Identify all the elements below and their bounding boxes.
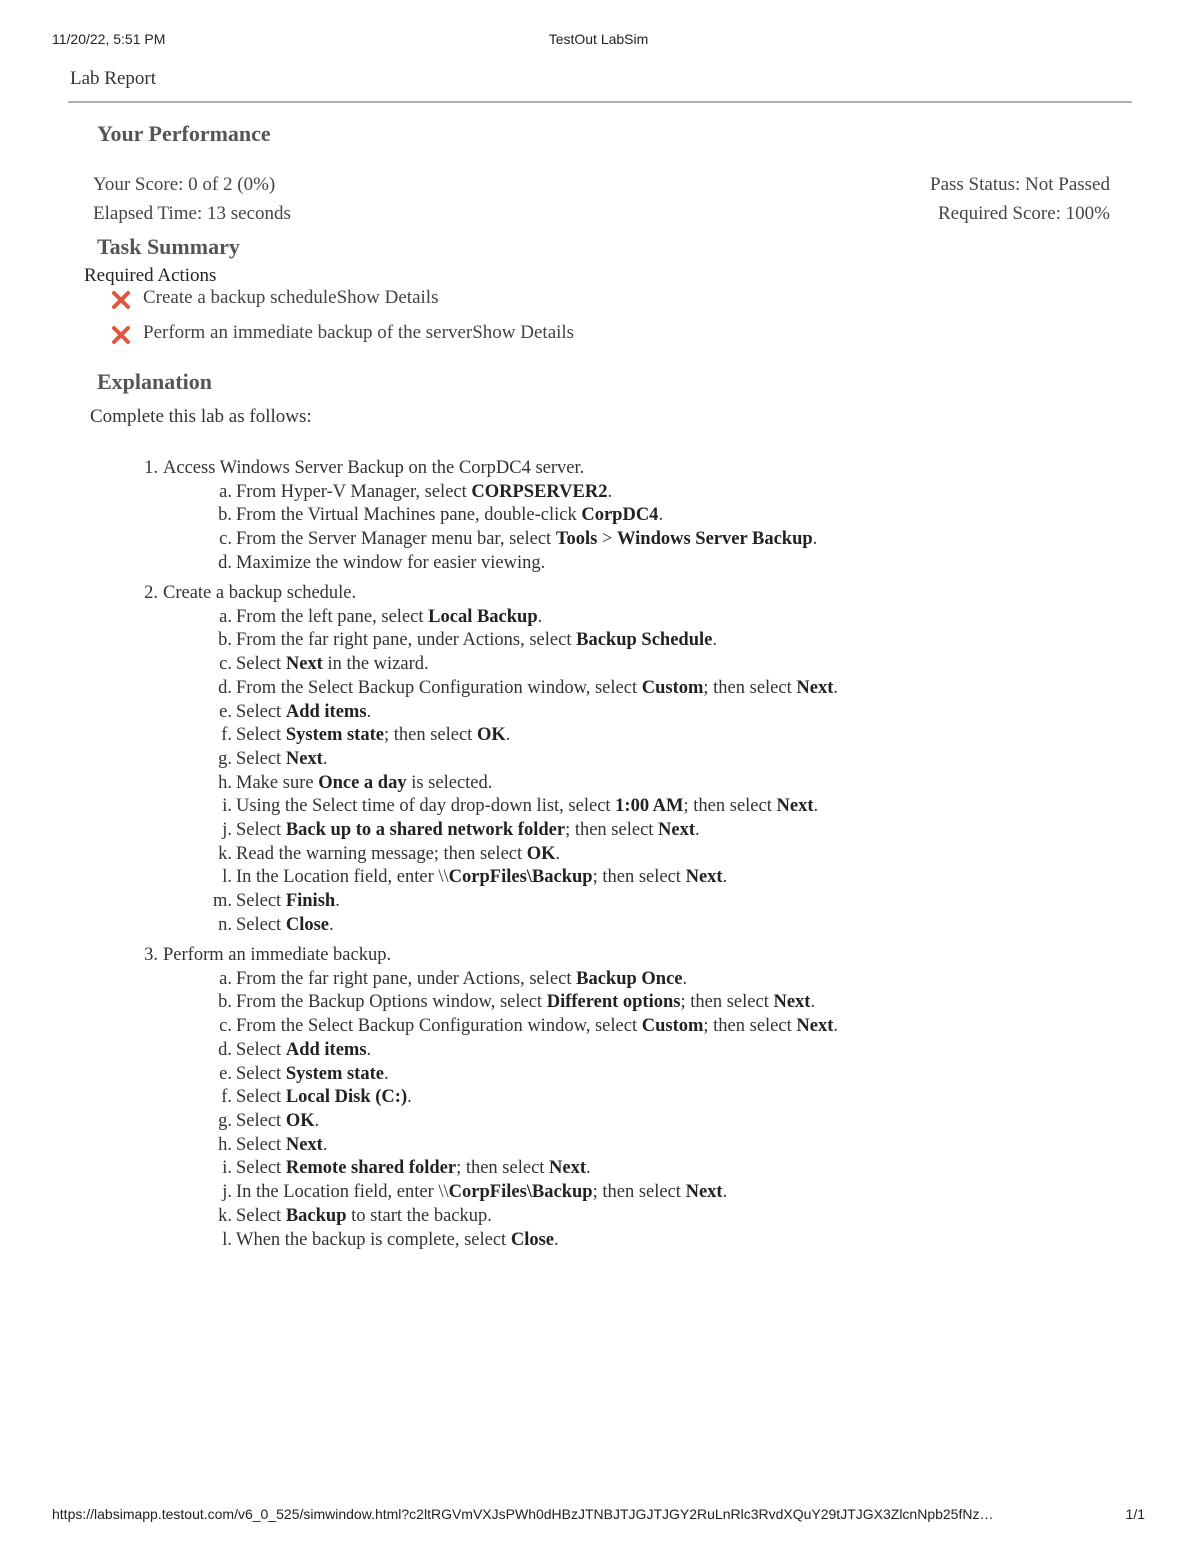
required-score-text: Required Score: 100%: [937, 203, 1110, 224]
ui-term: Add items: [285, 701, 367, 722]
substep-text: ; then select: [592, 867, 686, 888]
required-actions-label: Required Actions: [84, 265, 217, 286]
substep-text: From the Select Backup Configuration window, select: [236, 1016, 642, 1037]
substep-item: [0, 890, 1200, 914]
step-number: 2.: [144, 583, 158, 604]
page-number: 1/1: [1125, 1506, 1145, 1522]
score-text: Your Score: 0 of 2 (0%): [93, 174, 276, 195]
substep-item: [0, 552, 1200, 576]
substep-text: .: [722, 1182, 728, 1203]
step-item: [0, 944, 1200, 1252]
substep-letter: g.: [218, 1110, 232, 1131]
substep-text: Select: [236, 1063, 286, 1084]
substep-item: [0, 606, 1200, 630]
substep-text: .: [383, 1063, 389, 1084]
elapsed-time-text: Elapsed Time: 13 seconds: [93, 203, 291, 224]
ui-term: Next: [685, 1182, 723, 1203]
substep-letter: f.: [221, 725, 232, 746]
substep-item: [0, 528, 1200, 552]
fail-x-icon: [110, 324, 132, 346]
substep-text: Select: [236, 1158, 286, 1179]
substep-item: [0, 819, 1200, 843]
substep-text: .: [537, 606, 543, 627]
step-number: 3.: [144, 945, 158, 966]
substep-text: Select: [236, 820, 286, 841]
substep-text: From the left pane, select: [236, 606, 429, 627]
substep-letter: c.: [219, 1016, 232, 1037]
ui-term: CorpFiles\Backup: [448, 1182, 593, 1203]
substep-letter: l.: [222, 1229, 232, 1250]
substep-text: In the Location field, enter \\: [236, 1182, 449, 1203]
substep-text: .: [586, 1158, 591, 1179]
substep-text: .: [833, 677, 838, 698]
substep-text: Select: [236, 1087, 286, 1108]
ui-term: Next: [773, 992, 811, 1013]
substep-text: ; then select: [592, 1182, 686, 1203]
substep-item: [0, 481, 1200, 505]
substep-text: .: [322, 748, 328, 769]
ui-term: Next: [658, 820, 696, 841]
ui-term: Next: [285, 1134, 323, 1155]
substep-item: [0, 504, 1200, 528]
substep-item: [0, 1205, 1200, 1229]
ui-term: Backup Schedule: [576, 630, 713, 651]
fail-x-icon: [110, 289, 132, 311]
substep-letter: i.: [222, 796, 232, 817]
substep-item: [0, 1039, 1200, 1063]
pass-status-text: Pass Status: Not Passed: [930, 174, 1110, 195]
substep-text: .: [813, 796, 819, 817]
substep-letter: d.: [218, 677, 232, 698]
substep-text: ; then select: [383, 725, 477, 746]
substep-letter: k.: [218, 843, 232, 864]
explanation-heading: Explanation: [97, 369, 212, 394]
print-title: TestOut LabSim: [548, 31, 649, 47]
substep-text: Select: [236, 654, 286, 675]
task-label: Create a backup schedule: [143, 287, 337, 308]
ui-term: Back up to a shared network folder: [285, 820, 566, 841]
substep-item: [0, 701, 1200, 725]
ui-term: Different options: [546, 992, 681, 1013]
page-url: https://labsimapp.testout.com/v6_0_525/simwindow.html?c2ltRGVmVXJsPWh0dHBzJTNBJTJGJTJGY2RuLnRlc3RvdXQuY29tJTJGX3ZlcnNpb25fNz…: [52, 1506, 994, 1522]
substep-text: ; then select: [456, 1158, 550, 1179]
substep-list: [163, 481, 1200, 576]
substep-item: [0, 968, 1200, 992]
substep-item: [0, 1157, 1200, 1181]
substep-text: Select: [236, 725, 286, 746]
substep-text: .: [833, 1016, 838, 1037]
substep-item: [0, 1110, 1200, 1134]
substep-text: >: [597, 529, 617, 550]
substep-item: [0, 914, 1200, 938]
substep-letter: b.: [218, 992, 232, 1013]
substep-text: From the far right pane, under Actions, select: [236, 968, 577, 989]
ui-term: Local Backup: [428, 606, 538, 627]
substep-list: [163, 606, 1200, 938]
ui-term: Backup: [285, 1205, 347, 1226]
substep-letter: h.: [218, 1134, 232, 1155]
substep-text: .: [607, 481, 613, 502]
substep-item: [0, 866, 1200, 890]
ui-term: Next: [285, 748, 323, 769]
task-text: [143, 322, 574, 344]
ui-term: Close: [510, 1229, 554, 1250]
substep-text: .: [329, 914, 334, 935]
task-label: Perform an immediate backup of the server: [143, 322, 473, 343]
substep-text: Select: [236, 1039, 286, 1060]
substep-text: .: [366, 1039, 372, 1060]
substep-text: From the Server Manager menu bar, select: [236, 529, 556, 550]
substep-text: When the backup is complete, select: [236, 1229, 511, 1250]
substep-letter: j.: [222, 820, 232, 841]
substep-text: Select: [236, 748, 286, 769]
ui-term: Custom: [641, 1016, 704, 1037]
substep-letter: a.: [219, 606, 232, 627]
substep-text: .: [335, 891, 340, 912]
ui-term: OK: [526, 843, 556, 864]
substep-letter: a.: [219, 968, 232, 989]
substep-text: .: [322, 1134, 328, 1155]
ui-term: System state: [285, 725, 384, 746]
ui-term: Local Disk (C:): [285, 1087, 408, 1108]
substep-text: From Hyper-V Manager, select: [236, 481, 472, 502]
substep-text: From the Backup Options window, select: [236, 992, 547, 1013]
show-details-link[interactable]: Show Details: [472, 322, 575, 343]
substep-item: [0, 677, 1200, 701]
step-number: 1.: [144, 458, 158, 478]
substep-item: [0, 1086, 1200, 1110]
substep-text: is selected.: [406, 772, 493, 793]
substep-text: .: [712, 630, 717, 651]
substep-item: [0, 1134, 1200, 1158]
substep-text: ; then select: [703, 677, 797, 698]
report-title: Lab Report: [70, 68, 157, 89]
substep-text: In the Location field, enter \\: [236, 867, 449, 888]
substep-text: Select: [236, 1205, 286, 1226]
substep-item: [0, 772, 1200, 796]
substep-text: .: [407, 1087, 412, 1108]
substep-list: [163, 968, 1200, 1252]
substep-text: Select: [236, 1134, 286, 1155]
substep-letter: c.: [219, 654, 232, 675]
substep-text: .: [682, 968, 688, 989]
substep-letter: b.: [218, 505, 232, 526]
print-date: 11/20/22, 5:51 PM: [52, 31, 166, 47]
substep-letter: d.: [218, 552, 232, 573]
substep-text: .: [555, 843, 561, 864]
ui-term: Next: [549, 1158, 587, 1179]
print-header: [52, 31, 1145, 51]
ui-term: Remote shared folder: [285, 1158, 457, 1179]
substep-text: ; then select: [683, 796, 777, 817]
substep-letter: c.: [219, 529, 232, 550]
substep-text: .: [722, 867, 728, 888]
substep-letter: h.: [218, 772, 232, 793]
ui-term: Custom: [641, 677, 704, 698]
substep-text: .: [810, 992, 816, 1013]
substep-text: .: [812, 529, 818, 550]
substep-text: Select: [236, 1110, 286, 1131]
substep-letter: i.: [222, 1158, 232, 1179]
ui-term: Next: [776, 796, 814, 817]
instruction-steps: [0, 457, 1200, 1259]
ui-term: Next: [685, 867, 723, 888]
substep-item: [0, 629, 1200, 653]
explanation-intro: Complete this lab as follows:: [90, 406, 312, 427]
substep-text: Select: [236, 701, 286, 722]
substep-text: .: [554, 1229, 559, 1250]
substep-item: [0, 1015, 1200, 1039]
substep-letter: e.: [219, 701, 232, 722]
substep-item: [0, 1229, 1200, 1253]
task-text: [143, 287, 438, 309]
substep-letter: l.: [222, 867, 232, 888]
ui-term: Tools: [555, 529, 598, 550]
substep-text: .: [695, 820, 700, 841]
ui-term: Once a day: [318, 772, 407, 793]
substep-text: to start the backup.: [346, 1205, 492, 1226]
task-summary-heading: Task Summary: [97, 234, 240, 259]
substep-letter: m.: [212, 891, 232, 912]
ui-term: Next: [285, 654, 323, 675]
ui-term: CorpFiles\Backup: [448, 867, 593, 888]
ui-term: Backup Once: [576, 968, 683, 989]
substep-text: .: [505, 725, 511, 746]
substep-text: Maximize the window for easier viewing.: [236, 552, 546, 573]
step-item: [0, 457, 1200, 576]
step-item: [0, 582, 1200, 938]
ui-term: Close: [285, 914, 329, 935]
header-divider: [68, 101, 1132, 103]
substep-item: [0, 1181, 1200, 1205]
substep-text: ; then select: [565, 820, 659, 841]
substep-letter: g.: [218, 748, 232, 769]
ui-term: Finish: [285, 891, 336, 912]
ui-term: Windows Server Backup: [616, 529, 813, 550]
substep-text: in the wizard.: [322, 654, 429, 675]
performance-heading: Your Performance: [97, 121, 271, 146]
substep-text: Make sure: [236, 772, 319, 793]
substep-item: [0, 1063, 1200, 1087]
substep-text: From the Virtual Machines pane, double-click: [236, 505, 582, 526]
ui-term: Add items: [285, 1039, 367, 1060]
ui-term: CorpDC4: [581, 505, 659, 526]
substep-text: Select: [236, 891, 286, 912]
ui-term: Next: [796, 1016, 834, 1037]
ui-term: System state: [285, 1063, 384, 1084]
substep-item: [0, 991, 1200, 1015]
substep-letter: f.: [221, 1087, 232, 1108]
substep-text: ; then select: [703, 1016, 797, 1037]
substep-letter: j.: [222, 1182, 232, 1203]
ui-term: Next: [796, 677, 834, 698]
substep-text: From the far right pane, under Actions, select: [236, 630, 577, 651]
substep-text: .: [314, 1110, 320, 1131]
substep-item: [0, 653, 1200, 677]
ui-term: 1:00 AM: [615, 796, 684, 817]
show-details-link[interactable]: Show Details: [336, 287, 439, 308]
substep-item: [0, 795, 1200, 819]
step-text: Create a backup schedule.: [163, 583, 357, 604]
substep-letter: b.: [218, 630, 232, 651]
substep-item: [0, 724, 1200, 748]
step-text: Perform an immediate backup.: [163, 945, 392, 966]
ui-term: OK: [476, 725, 506, 746]
substep-letter: n.: [218, 914, 232, 935]
ui-term: OK: [285, 1110, 315, 1131]
substep-text: Using the Select time of day drop-down list, select: [236, 796, 616, 817]
substep-text: .: [658, 505, 664, 526]
substep-letter: d.: [218, 1039, 232, 1060]
substep-letter: a.: [219, 481, 232, 502]
substep-item: [0, 748, 1200, 772]
substep-item: [0, 843, 1200, 867]
substep-text: ; then select: [680, 992, 774, 1013]
substep-letter: e.: [219, 1063, 232, 1084]
ui-term: CORPSERVER2: [471, 481, 608, 502]
substep-text: .: [366, 701, 372, 722]
step-text: Access Windows Server Backup on the CorpDC4 server.: [163, 458, 585, 478]
substep-text: Select: [236, 914, 286, 935]
substep-letter: k.: [218, 1205, 232, 1226]
substep-text: Read the warning message; then select: [236, 843, 527, 864]
substep-text: From the Select Backup Configuration window, select: [236, 677, 642, 698]
